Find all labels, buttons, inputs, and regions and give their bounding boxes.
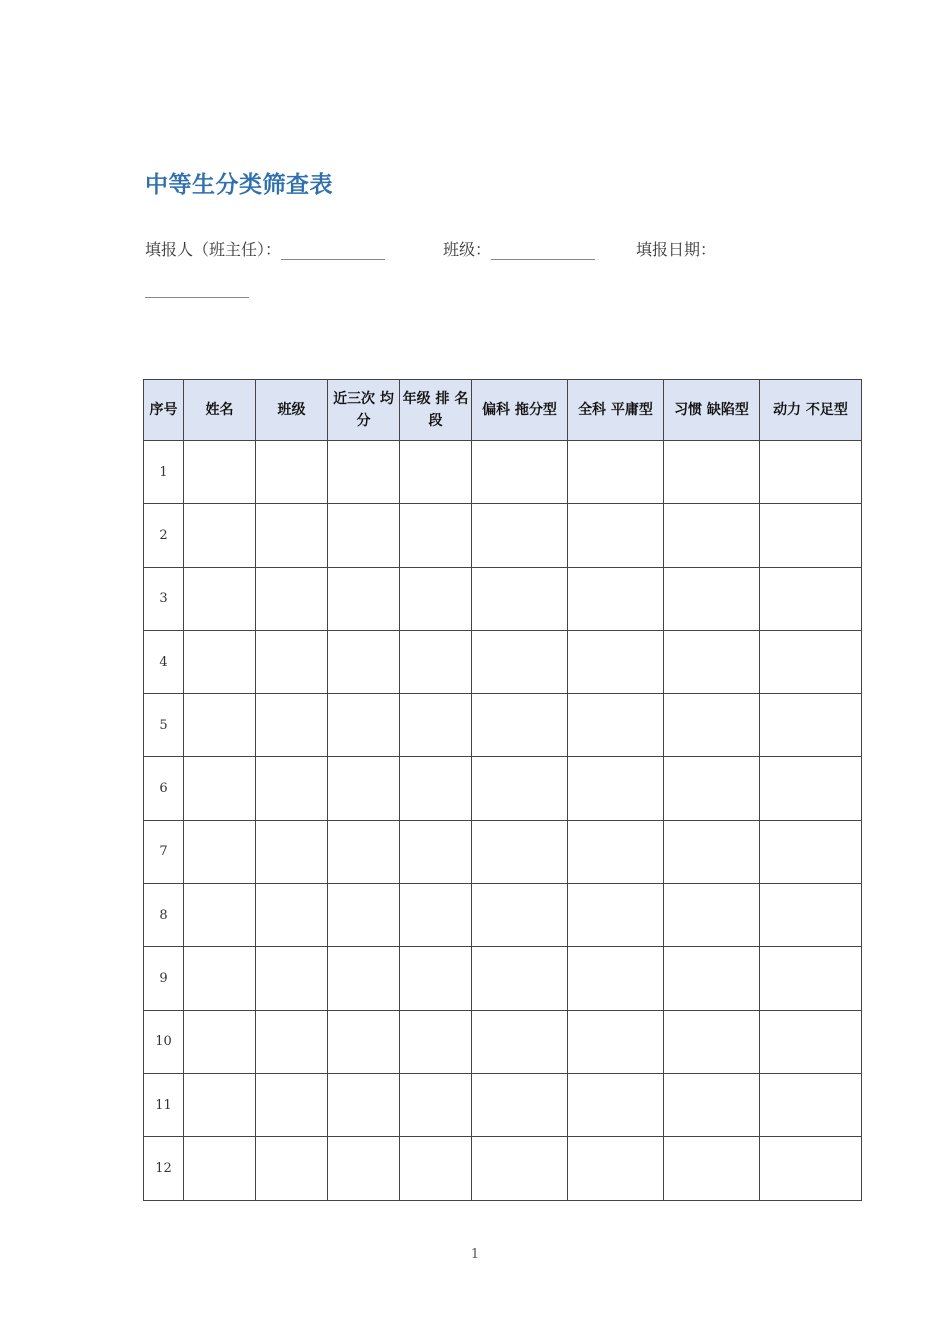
grade-rank-cell[interactable] — [400, 820, 472, 883]
subject-imbalance-cell[interactable] — [472, 757, 568, 820]
row-number-cell: 5 — [144, 694, 184, 757]
all-mediocre-cell[interactable] — [568, 1073, 664, 1136]
avg-score-cell[interactable] — [328, 630, 400, 693]
table-row — [144, 947, 862, 1010]
row-number-cell: 8 — [144, 884, 184, 947]
subject-imbalance-cell[interactable] — [472, 884, 568, 947]
table-row — [144, 884, 862, 947]
header-all-mediocre: 全科 平庸型 — [568, 380, 664, 441]
all-mediocre-cell[interactable] — [568, 1137, 664, 1200]
habit-deficit-cell[interactable] — [664, 820, 760, 883]
filler-input[interactable] — [281, 241, 385, 260]
page-title: 中等生分类筛查表 — [145, 172, 333, 198]
header-number: 序号 — [144, 380, 184, 441]
table-row — [144, 1137, 862, 1200]
low-motivation-cell[interactable] — [760, 1137, 862, 1200]
row-number-cell: 11 — [144, 1073, 184, 1136]
low-motivation-cell[interactable] — [760, 884, 862, 947]
subject-imbalance-cell[interactable] — [472, 630, 568, 693]
grade-rank-cell[interactable] — [400, 1010, 472, 1073]
avg-score-cell[interactable] — [328, 567, 400, 630]
name-cell[interactable] — [184, 757, 256, 820]
row-number-cell: 10 — [144, 1010, 184, 1073]
all-mediocre-cell[interactable] — [568, 504, 664, 567]
habit-deficit-cell[interactable] — [664, 757, 760, 820]
name-cell[interactable] — [184, 1073, 256, 1136]
subject-imbalance-cell[interactable] — [472, 820, 568, 883]
name-cell[interactable] — [184, 630, 256, 693]
header-avg-score: 近三次 均分 — [328, 380, 400, 441]
filler-label: 填报人（班主任）： — [145, 240, 282, 259]
grade-rank-cell[interactable] — [400, 567, 472, 630]
row-number-cell: 7 — [144, 820, 184, 883]
avg-score-cell[interactable] — [328, 884, 400, 947]
name-cell[interactable] — [184, 1137, 256, 1200]
class-cell[interactable] — [256, 504, 328, 567]
table-row — [144, 1010, 862, 1073]
all-mediocre-cell[interactable] — [568, 441, 664, 504]
date-field — [636, 237, 716, 260]
table-row — [144, 1073, 862, 1136]
header-subject-imbalance: 偏科 拖分型 — [472, 380, 568, 441]
all-mediocre-cell[interactable] — [568, 884, 664, 947]
table-row — [144, 504, 862, 567]
name-cell[interactable] — [184, 694, 256, 757]
all-mediocre-cell[interactable] — [568, 947, 664, 1010]
name-cell[interactable] — [184, 441, 256, 504]
subject-imbalance-cell[interactable] — [472, 1137, 568, 1200]
habit-deficit-cell[interactable] — [664, 884, 760, 947]
table-row — [144, 757, 862, 820]
grade-rank-cell[interactable] — [400, 694, 472, 757]
low-motivation-cell[interactable] — [760, 1073, 862, 1136]
table-row — [144, 441, 862, 504]
avg-score-cell[interactable] — [328, 1073, 400, 1136]
grade-rank-cell[interactable] — [400, 947, 472, 1010]
header-low-motivation: 动力 不足型 — [760, 380, 862, 441]
all-mediocre-cell[interactable] — [568, 757, 664, 820]
all-mediocre-cell[interactable] — [568, 820, 664, 883]
header-habit-deficit: 习惯 缺陷型 — [664, 380, 760, 441]
low-motivation-cell[interactable] — [760, 757, 862, 820]
date-label: 填报日期： — [636, 240, 717, 259]
avg-score-cell[interactable] — [328, 1137, 400, 1200]
grade-rank-cell[interactable] — [400, 630, 472, 693]
class-cell[interactable] — [256, 884, 328, 947]
row-number-cell: 1 — [144, 441, 184, 504]
avg-score-cell[interactable] — [328, 441, 400, 504]
grade-rank-cell[interactable] — [400, 1073, 472, 1136]
subject-imbalance-cell[interactable] — [472, 1073, 568, 1136]
row-number-cell: 6 — [144, 757, 184, 820]
grade-rank-cell[interactable] — [400, 504, 472, 567]
low-motivation-cell[interactable] — [760, 820, 862, 883]
class-input[interactable] — [491, 241, 595, 260]
table-row — [144, 630, 862, 693]
header-grade-rank: 年级 排 名段 — [400, 380, 472, 441]
row-number-cell: 9 — [144, 947, 184, 1010]
header-class: 班级 — [256, 380, 328, 441]
name-cell[interactable] — [184, 504, 256, 567]
habit-deficit-cell[interactable] — [664, 441, 760, 504]
habit-deficit-cell[interactable] — [664, 1010, 760, 1073]
page-number: 1 — [470, 1247, 480, 1262]
name-cell[interactable] — [184, 884, 256, 947]
screening-table — [143, 379, 862, 1201]
habit-deficit-cell[interactable] — [664, 567, 760, 630]
avg-score-cell[interactable] — [328, 820, 400, 883]
table-header-row — [144, 380, 862, 441]
class-field — [443, 237, 595, 260]
avg-score-cell[interactable] — [328, 694, 400, 757]
row-number-cell: 3 — [144, 567, 184, 630]
low-motivation-cell[interactable] — [760, 694, 862, 757]
class-cell[interactable] — [256, 567, 328, 630]
avg-score-cell[interactable] — [328, 757, 400, 820]
subject-imbalance-cell[interactable] — [472, 567, 568, 630]
name-cell[interactable] — [184, 820, 256, 883]
class-cell[interactable] — [256, 1010, 328, 1073]
habit-deficit-cell[interactable] — [664, 504, 760, 567]
class-cell[interactable] — [256, 1137, 328, 1200]
avg-score-cell[interactable] — [328, 504, 400, 567]
date-input[interactable] — [145, 279, 249, 298]
habit-deficit-cell[interactable] — [664, 1073, 760, 1136]
grade-rank-cell[interactable] — [400, 884, 472, 947]
filler-field — [145, 237, 385, 260]
low-motivation-cell[interactable] — [760, 947, 862, 1010]
low-motivation-cell[interactable] — [760, 567, 862, 630]
name-cell[interactable] — [184, 947, 256, 1010]
subject-imbalance-cell[interactable] — [472, 441, 568, 504]
subject-imbalance-cell[interactable] — [472, 947, 568, 1010]
habit-deficit-cell[interactable] — [664, 947, 760, 1010]
class-cell[interactable] — [256, 757, 328, 820]
subject-imbalance-cell[interactable] — [472, 1010, 568, 1073]
grade-rank-cell[interactable] — [400, 1137, 472, 1200]
low-motivation-cell[interactable] — [760, 1010, 862, 1073]
all-mediocre-cell[interactable] — [568, 567, 664, 630]
class-cell[interactable] — [256, 694, 328, 757]
habit-deficit-cell[interactable] — [664, 694, 760, 757]
table-row — [144, 820, 862, 883]
low-motivation-cell[interactable] — [760, 630, 862, 693]
all-mediocre-cell[interactable] — [568, 1010, 664, 1073]
table-row — [144, 567, 862, 630]
all-mediocre-cell[interactable] — [568, 694, 664, 757]
habit-deficit-cell[interactable] — [664, 1137, 760, 1200]
grade-rank-cell[interactable] — [400, 757, 472, 820]
low-motivation-cell[interactable] — [760, 504, 862, 567]
class-cell[interactable] — [256, 1073, 328, 1136]
class-label: 班级： — [443, 240, 492, 259]
avg-score-cell[interactable] — [328, 1010, 400, 1073]
class-cell[interactable] — [256, 947, 328, 1010]
table-row — [144, 694, 862, 757]
class-cell[interactable] — [256, 630, 328, 693]
table-body — [144, 441, 862, 1201]
header-name: 姓名 — [184, 380, 256, 441]
class-cell[interactable] — [256, 820, 328, 883]
class-cell[interactable] — [256, 441, 328, 504]
row-number-cell: 12 — [144, 1137, 184, 1200]
grade-rank-cell[interactable] — [400, 441, 472, 504]
subject-imbalance-cell[interactable] — [472, 504, 568, 567]
row-number-cell: 2 — [144, 504, 184, 567]
name-cell[interactable] — [184, 1010, 256, 1073]
low-motivation-cell[interactable] — [760, 441, 862, 504]
habit-deficit-cell[interactable] — [664, 630, 760, 693]
all-mediocre-cell[interactable] — [568, 630, 664, 693]
name-cell[interactable] — [184, 567, 256, 630]
row-number-cell: 4 — [144, 630, 184, 693]
subject-imbalance-cell[interactable] — [472, 694, 568, 757]
avg-score-cell[interactable] — [328, 947, 400, 1010]
